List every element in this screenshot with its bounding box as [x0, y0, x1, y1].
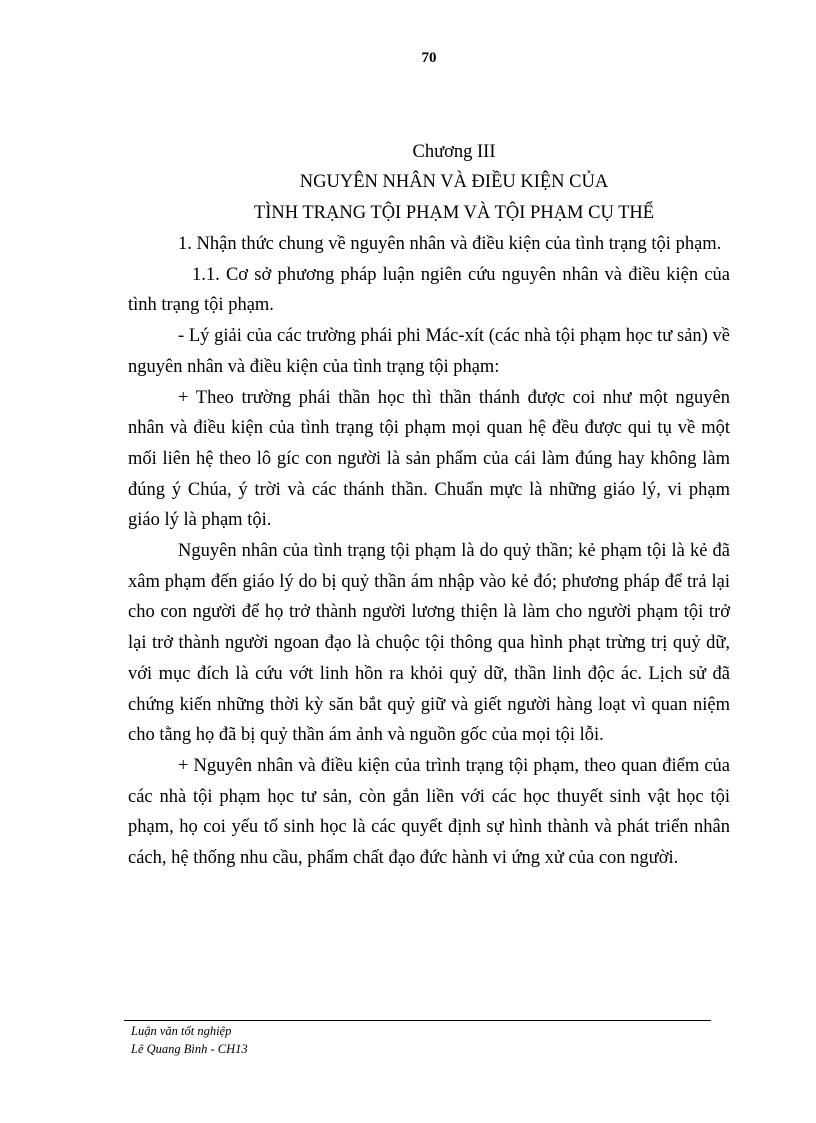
chapter-title-line1: NGUYÊN NHÂN VÀ ĐIỀU KIỆN CỦA [299, 172, 609, 192]
page-number: 70 [421, 50, 437, 66]
body-text [128, 229, 730, 874]
paragraph-non-marxist-schools: - Lý giải của các trường phái phi Mác-xít (các nhà tội phạm học tư sản) về nguyên nhân và điều kiện của tình trạng tội phạm: [128, 326, 730, 377]
footer-author: Lê Quang Bình - CH13 [131, 1042, 248, 1056]
heading-section-1-1: 1.1. Cơ sở phương pháp luận ngiên cứu nguyên nhân và điều kiện của tình trạng tội phạm. [128, 264, 730, 316]
footer-divider [124, 1020, 711, 1021]
chapter-label: Chương III [412, 142, 496, 162]
chapter-title-line2: TÌNH TRẠNG TỘI PHẠM VÀ TỘI PHẠM CỤ THỂ [253, 203, 655, 223]
paragraph-demonology: Nguyên nhân của tình trạng tội phạm là do quỷ thần; kẻ phạm tội là kẻ đã xâm phạm đến giáo lý do bị quỷ thần ám nhập vào kẻ đó; phương pháp để trả lại cho con người để họ trở thành người lương thiện là làm cho người phạm tội trở lại trở thành người ngoan đạo là chuộc tội thông qua hình phạt trừng trị quỷ dữ, với mục đích là cứu vớt linh hồn ra khỏi quỷ dữ, thần linh độc ác. Lịch sử đã chứng kiến những thời kỳ săn bắt quỷ giữ và giết người hàng loạt vì quan niệm cho tằng họ đã bị quỷ thần ám ảnh và nguồn gốc của mọi tội lỗi. [128, 541, 730, 746]
heading-section-1: 1. Nhận thức chung về nguyên nhân và điều kiện của tình trạng tội phạm. [178, 234, 722, 254]
paragraph-theology-school: + Theo trường phái thần học thì thần thánh được coi như một nguyên nhân và điều kiện của tình trạng tội phạm mọi quan hệ đều được qui tụ về một mối liên hệ theo lô gíc con người là sản phẩm của cái làm đúng hay không làm đúng ý Chúa, ý trời và các thánh thần. Chuẩn mực là những giáo lý, vi phạm giáo lý là phạm tội. [128, 387, 730, 531]
footer-thesis-label: Luận văn tốt nghiệp [131, 1024, 232, 1038]
paragraph-biological-theory: + Nguyên nhân và điều kiện của trình trạng tội phạm, theo quan điểm của các nhà tội phạm học tư sản, còn gắn liền với các học thuyết sinh vật học tội phạm, họ coi yếu tố sinh học là các quyết định sự hình thành và phát triển nhân cách, hệ thống nhu cầu, phẩm chất đạo đức hành vi ứng xử của con người. [128, 755, 730, 869]
footer [131, 1022, 248, 1058]
